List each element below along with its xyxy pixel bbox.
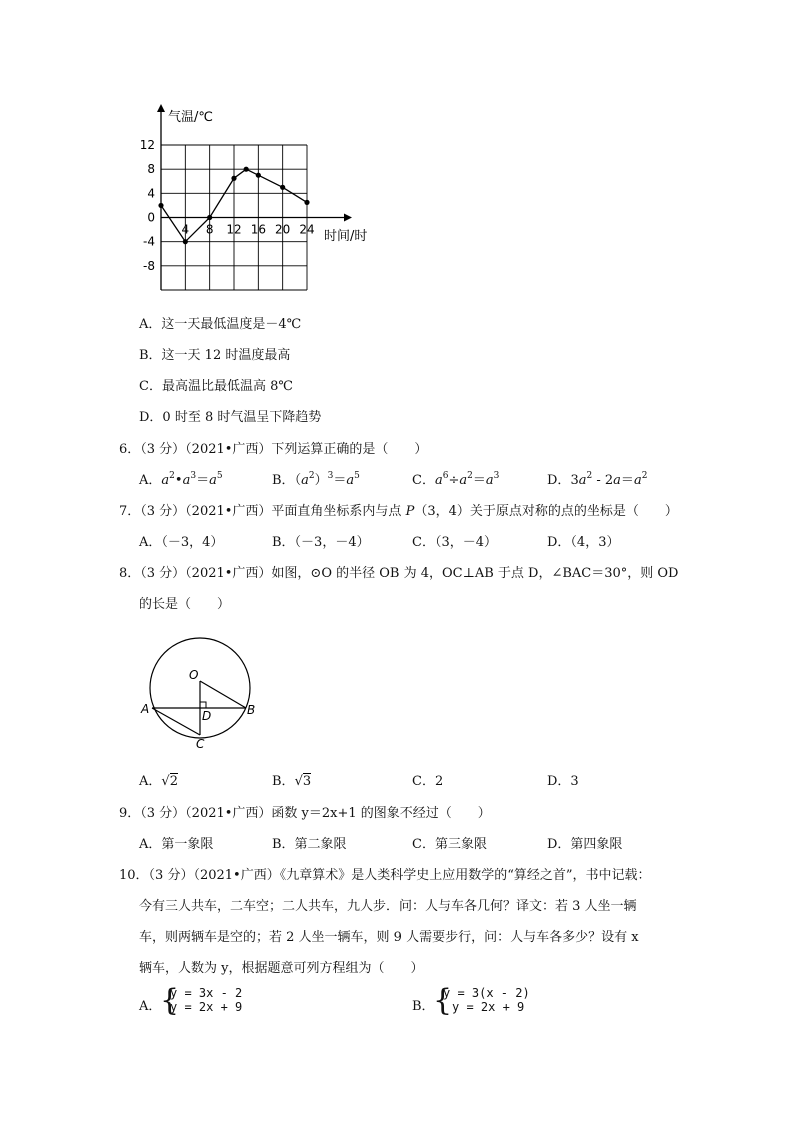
- q7-stem-suffix: （3，4）关于原点对称的点的坐标是（ ）: [414, 504, 678, 519]
- q6-option-a-prefix: A．: [139, 473, 162, 488]
- y-tick-label: 8: [147, 162, 155, 177]
- data-point: [304, 200, 309, 205]
- x-tick-label: 4: [181, 222, 190, 237]
- q7-option-c[interactable]: C．（3，－4）: [412, 535, 497, 550]
- x-tick-label: 12: [226, 222, 242, 237]
- label-a: A: [141, 702, 150, 716]
- q10-option-b-eq1: y = 3(x - 2): [443, 986, 530, 1000]
- q7-option-b[interactable]: B．（－3，－4）: [272, 535, 370, 550]
- q7-option-d[interactable]: D．（4，3）: [547, 535, 620, 550]
- q8-stem-line2: 的长是（ ）: [139, 597, 231, 612]
- q8-option-b-value: 3: [302, 774, 312, 789]
- temperature-chart: [0, 0, 794, 300]
- q10-option-b-prefix: B．: [412, 999, 435, 1014]
- q8-option-d[interactable]: D．3: [547, 774, 579, 789]
- label-o: O: [189, 668, 199, 682]
- brace-icon: {: [433, 983, 453, 1018]
- segment-ob: [200, 681, 246, 708]
- q7-option-a[interactable]: A．（－3，4）: [139, 535, 224, 550]
- chart-y-ticks: [140, 138, 155, 273]
- sqrt-icon: √: [161, 774, 170, 789]
- x-tick-label: 16: [250, 222, 266, 237]
- label-b: B: [247, 703, 256, 717]
- q10-line3: 车，则两辆车是空的；若 2 人坐一辆车，则 9 人需要步行，问：人与车各多少？设有 x: [139, 930, 639, 945]
- right-angle-mark: [200, 702, 206, 708]
- q8-option-b-prefix: B．: [272, 774, 295, 789]
- x-tick-label: 24: [299, 222, 315, 237]
- sqrt-icon: √: [294, 774, 303, 789]
- q5-option-a[interactable]: A．这一天最低温度是－4℃: [139, 317, 302, 332]
- q10-option-a-prefix: A．: [139, 999, 162, 1014]
- chart-x-ticks: [182, 223, 315, 237]
- data-point: [256, 173, 261, 178]
- data-point: [244, 167, 249, 172]
- q7-stem: [119, 500, 678, 519]
- q10-line4: 辆车，人数为 y，根据题意可列方程组为（ ）: [139, 961, 424, 976]
- x-axis-arrow: [344, 214, 352, 222]
- y-tick-label: -4: [143, 234, 155, 249]
- q10-option-a[interactable]: [139, 985, 339, 1021]
- label-c: C: [196, 737, 205, 751]
- q8-stem-line1: 8．（3 分）（2021•广西）如图，⊙O 的半径 OB 为 4，OC⊥AB 于点 D，∠BAC＝30°，则 OD: [119, 566, 679, 581]
- q6-option-a[interactable]: A．$a^2•a^3=a^5$: [139, 471, 223, 488]
- x-tick-label: 8: [205, 222, 214, 237]
- y-tick-label: 0: [147, 210, 155, 225]
- q6-stem: 6．（3 分）（2021•广西）下列运算正确的是（ ）: [119, 442, 428, 457]
- data-point: [231, 176, 236, 181]
- q8-option-a-value: 2: [169, 774, 178, 789]
- data-point: [280, 185, 285, 190]
- data-point: [183, 239, 188, 244]
- y-tick-label: -8: [143, 258, 155, 273]
- chart-ylabel: 气温/℃: [168, 110, 213, 125]
- q10-option-a-eq1: y = 3x - 2: [170, 986, 243, 1000]
- q9-option-c[interactable]: C．第三象限: [412, 837, 487, 852]
- q6-option-c-prefix: C．: [412, 473, 435, 488]
- q8-option-b[interactable]: [272, 770, 311, 789]
- q10-option-a-eq2: y = 2x + 9: [170, 1000, 243, 1014]
- circle-figure: [130, 628, 280, 753]
- q9-stem: 9．（3 分）（2021•广西）函数 y＝2x+1 的图象不经过（ ）: [119, 806, 491, 821]
- chart-xlabel: 时间/时: [324, 229, 368, 244]
- q5-option-c[interactable]: C．最高温比最低温高 8℃: [139, 379, 293, 394]
- y-axis-arrow: [157, 104, 165, 112]
- q6-option-d-prefix: D．: [547, 473, 571, 488]
- q7-stem-prefix: 7．（3 分）（2021•广西）平面直角坐标系内与点: [119, 504, 406, 519]
- q6-option-d[interactable]: D．$3a^2 - 2a=a^2$: [547, 471, 648, 488]
- q8-option-c[interactable]: C．2: [412, 774, 444, 789]
- chart-axes: [157, 104, 352, 290]
- q7-point: P: [405, 504, 415, 519]
- data-point: [207, 215, 212, 220]
- q9-option-b[interactable]: B．第二象限: [272, 837, 347, 852]
- q6-option-b[interactable]: B．$(a^2)^3=a^5$: [272, 471, 360, 488]
- q10-line2: 今有三人共车，二车空；二人共车，九人步．问：人与车各几何？译文：若 3 人坐一辆: [139, 899, 637, 914]
- q6-option-c[interactable]: C．$a^6\div a^2=a^3$: [412, 471, 500, 488]
- data-point: [158, 203, 163, 208]
- q5-option-d[interactable]: D．0 时至 8 时气温呈下降趋势: [139, 410, 322, 425]
- q9-option-d[interactable]: D．第四象限: [547, 837, 623, 852]
- q10-line1: 10．（3 分）（2021•广西）《九章算术》是人类科学史上应用数学的“算经之首”，书中记载：: [119, 868, 651, 883]
- q10-option-b-eq2: y = 2x + 9: [452, 1000, 525, 1014]
- q8-option-a-prefix: A．: [139, 774, 162, 789]
- label-d: D: [202, 709, 212, 723]
- y-tick-label: 12: [139, 138, 155, 152]
- q8-option-a[interactable]: [139, 770, 178, 789]
- segment-ac: [152, 708, 200, 735]
- q5-option-b[interactable]: B．这一天 12 时温度最高: [139, 348, 291, 363]
- x-tick-label: 20: [275, 222, 291, 237]
- q6-option-b-prefix: B．: [272, 473, 295, 488]
- q9-option-a[interactable]: A．第一象限: [139, 837, 214, 852]
- q10-option-b[interactable]: [412, 985, 612, 1021]
- brace-icon: {: [160, 983, 180, 1018]
- y-tick-label: 4: [147, 186, 155, 201]
